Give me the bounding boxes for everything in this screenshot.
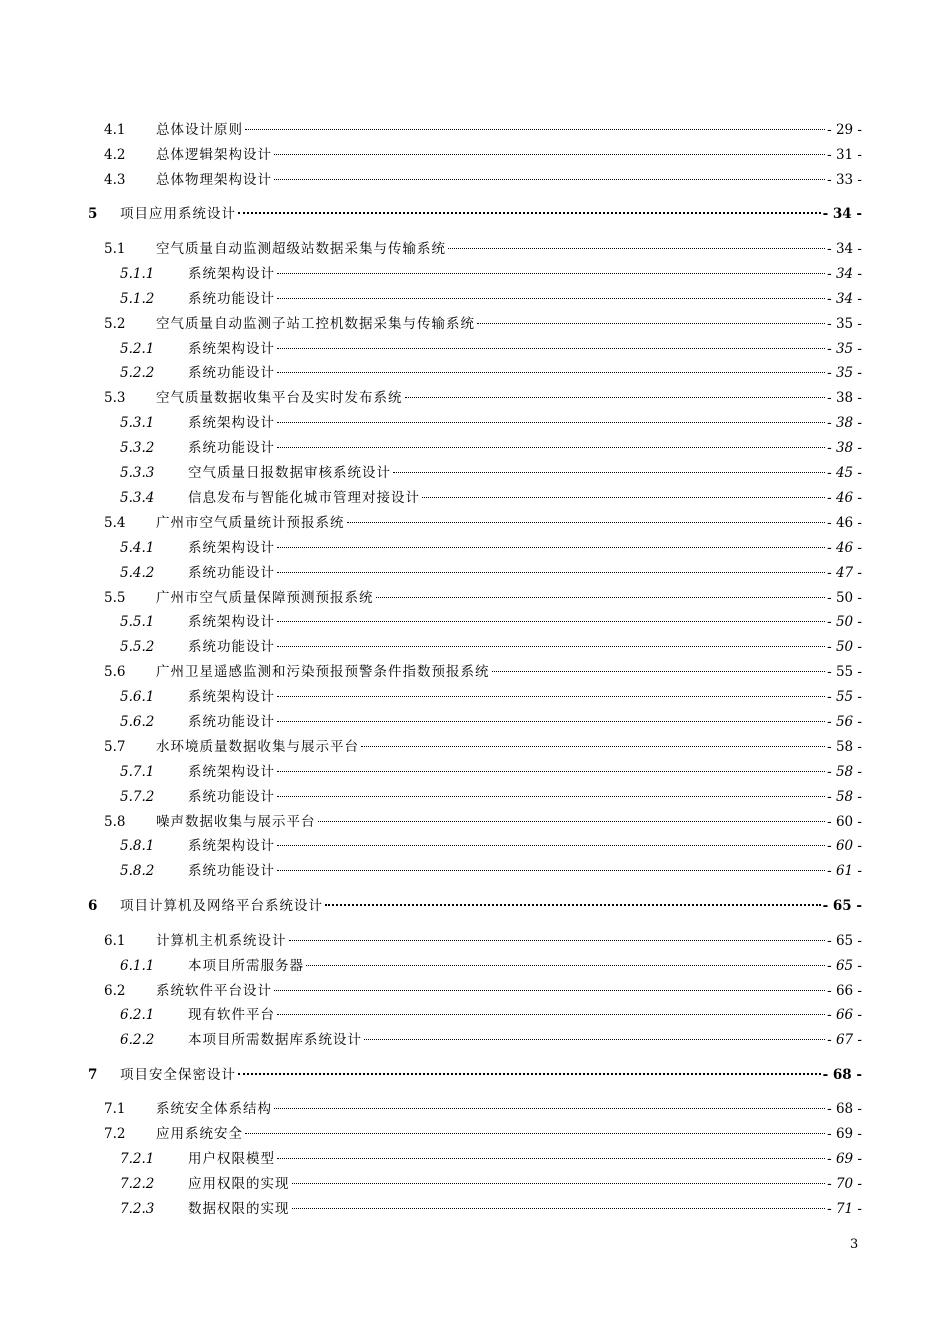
toc-entry-page: - 66 - (827, 983, 862, 999)
toc-entry-page: - 69 - (827, 1151, 862, 1167)
toc-dot-leader (405, 397, 826, 398)
toc-entry-number: 5.4 (104, 515, 126, 531)
toc-entry-page: - 35 - (827, 316, 862, 332)
toc-entry[interactable] (88, 315, 862, 333)
toc-entry-number: 5.8.2 (120, 863, 155, 879)
toc-entry-number: 5.8 (104, 814, 126, 830)
toc-entry[interactable] (88, 862, 862, 880)
toc-entry[interactable] (88, 1100, 862, 1118)
toc-entry-number: 5.4.2 (120, 565, 155, 581)
toc-entry[interactable] (88, 813, 862, 831)
toc-dot-leader (238, 212, 821, 214)
toc-entry-title: 系统功能设计 (188, 365, 275, 381)
toc-entry-title: 系统功能设计 (188, 714, 275, 730)
toc-entry-page: - 31 - (827, 147, 862, 163)
toc-entry[interactable] (88, 1031, 862, 1049)
toc-entry-title: 项目应用系统设计 (120, 206, 236, 222)
toc-entry-title: 空气质量自动监测超级站数据采集与传输系统 (156, 241, 446, 257)
toc-entry-title: 系统架构设计 (188, 838, 275, 854)
toc-entry-title: 系统架构设计 (188, 764, 275, 780)
page-number: 3 (850, 1237, 859, 1252)
toc-entry[interactable] (88, 290, 862, 308)
toc-entry[interactable] (88, 1066, 862, 1084)
toc-entry-page: - 29 - (827, 122, 862, 138)
toc-dot-leader (325, 904, 821, 906)
toc-entry-title: 总体设计原则 (156, 122, 243, 138)
toc-dot-leader (277, 547, 825, 548)
toc-entry-number: 5.3.4 (120, 490, 155, 506)
toc-entry[interactable] (88, 1200, 862, 1218)
toc-entry[interactable] (88, 414, 862, 432)
toc-entry-title: 系统架构设计 (188, 540, 275, 556)
toc-entry-title: 总体物理架构设计 (156, 172, 272, 188)
toc-entry-title: 应用系统安全 (156, 1126, 243, 1142)
toc-entry-number: 7.2.2 (120, 1176, 155, 1192)
toc-dot-leader (277, 721, 825, 722)
toc-entry-number: 4.3 (104, 172, 126, 188)
toc-dot-leader (277, 447, 825, 448)
toc-entry-number: 5.2.2 (120, 365, 155, 381)
toc-entry-title: 水环境质量数据收集与展示平台 (156, 739, 359, 755)
toc-entry[interactable] (88, 663, 862, 681)
toc-entry-title: 系统安全体系结构 (156, 1101, 272, 1117)
toc-entry[interactable] (88, 240, 862, 258)
toc-entry-title: 系统功能设计 (188, 639, 275, 655)
toc-dot-leader (277, 796, 825, 797)
toc-entry-page: - 65 - (822, 898, 862, 914)
toc-entry-title: 项目安全保密设计 (120, 1067, 236, 1083)
toc-entry-title: 系统功能设计 (188, 291, 275, 307)
toc-entry-number: 5.1.2 (120, 291, 155, 307)
toc-entry-page: - 50 - (827, 590, 862, 606)
toc-dot-leader (277, 845, 825, 846)
toc-entry[interactable] (88, 763, 862, 781)
toc-entry-title: 用户权限模型 (188, 1151, 275, 1167)
toc-entry-number: 6.1.1 (120, 958, 155, 974)
toc-entry-number: 5.3.1 (120, 415, 155, 431)
toc-entry[interactable] (88, 897, 862, 915)
toc-entry-number: 6 (88, 898, 98, 914)
toc-entry-number: 5 (88, 206, 98, 222)
toc-entry[interactable] (88, 364, 862, 382)
toc-entry-number: 5.2.1 (120, 341, 155, 357)
toc-dot-leader (277, 372, 825, 373)
toc-entry[interactable] (88, 265, 862, 283)
toc-entry-number: 5.7 (104, 739, 126, 755)
toc-entry[interactable] (88, 121, 862, 139)
toc-dot-leader (393, 472, 825, 473)
toc-entry-number: 5.1 (104, 241, 126, 257)
toc-entry[interactable] (88, 957, 862, 975)
toc-entry-title: 信息发布与智能化城市管理对接设计 (188, 490, 420, 506)
toc-entry-number: 7 (88, 1067, 98, 1083)
toc-entry[interactable] (88, 713, 862, 731)
toc-entry-title: 噪声数据收集与展示平台 (156, 814, 316, 830)
toc-entry-page: - 68 - (827, 1101, 862, 1117)
toc-dot-leader (306, 965, 825, 966)
toc-entry[interactable] (88, 489, 862, 507)
toc-entry-page: - 58 - (827, 739, 862, 755)
toc-entry[interactable] (88, 514, 862, 532)
toc-entry-number: 5.6.2 (120, 714, 155, 730)
toc-entry-title: 空气质量日报数据审核系统设计 (188, 465, 391, 481)
toc-entry-page: - 35 - (827, 341, 862, 357)
toc-entry-title: 计算机主机系统设计 (156, 933, 287, 949)
toc-entry-title: 应用权限的实现 (188, 1176, 290, 1192)
toc-entry-number: 5.3.2 (120, 440, 155, 456)
toc-entry-number: 6.2 (104, 983, 126, 999)
toc-dot-leader (289, 940, 826, 941)
toc-entry-page: - 47 - (827, 565, 862, 581)
toc-entry-title: 总体逻辑架构设计 (156, 147, 272, 163)
toc-entry-page: - 71 - (827, 1201, 862, 1217)
toc-entry-title: 空气质量数据收集平台及实时发布系统 (156, 390, 403, 406)
toc-entry[interactable] (88, 1175, 862, 1193)
toc-entry[interactable] (88, 638, 862, 656)
toc-entry-title: 系统架构设计 (188, 415, 275, 431)
toc-entry-title: 空气质量自动监测子站工控机数据采集与传输系统 (156, 316, 475, 332)
toc-entry-number: 5.1.1 (120, 266, 155, 282)
toc-entry-page: - 34 - (827, 291, 862, 307)
toc-dot-leader (277, 298, 825, 299)
toc-entry-number: 7.1 (104, 1101, 126, 1117)
toc-entry-title: 现有软件平台 (188, 1007, 275, 1023)
toc-entry-number: 5.6 (104, 664, 126, 680)
toc-entry[interactable] (88, 688, 862, 706)
toc-entry-page: - 45 - (827, 465, 862, 481)
toc-entry-page: - 55 - (827, 664, 862, 680)
toc-dot-leader (376, 597, 826, 598)
toc-entry-page: - 38 - (827, 440, 862, 456)
toc-entry[interactable] (88, 982, 862, 1000)
toc-dot-leader (492, 671, 826, 672)
toc-entry-page: - 38 - (827, 390, 862, 406)
toc-entry-number: 6.1 (104, 933, 126, 949)
toc-dot-leader (292, 1183, 826, 1184)
toc-entry-title: 系统软件平台设计 (156, 983, 272, 999)
toc-entry[interactable] (88, 613, 862, 631)
toc-entry-page: - 66 - (827, 1007, 862, 1023)
toc-entry[interactable] (88, 146, 862, 164)
toc-entry-page: - 67 - (827, 1032, 862, 1048)
toc-dot-leader (277, 273, 825, 274)
toc-entry-page: - 60 - (827, 814, 862, 830)
toc-entry[interactable] (88, 932, 862, 950)
toc-dot-leader (277, 1014, 825, 1015)
toc-entry-page: - 68 - (822, 1067, 862, 1083)
toc-entry-page: - 50 - (827, 639, 862, 655)
toc-entry[interactable] (88, 837, 862, 855)
toc-entry-page: - 56 - (827, 714, 862, 730)
toc-entry[interactable] (88, 738, 862, 756)
toc-entry-page: - 69 - (827, 1126, 862, 1142)
toc-entry[interactable] (88, 205, 862, 223)
toc-dot-leader (422, 497, 825, 498)
toc-dot-leader (277, 422, 825, 423)
toc-entry-title: 广州市空气质量保障预测预报系统 (156, 590, 374, 606)
toc-entry-number: 5.6.1 (120, 689, 155, 705)
toc-dot-leader (347, 522, 826, 523)
toc-entry-title: 系统架构设计 (188, 266, 275, 282)
toc-dot-leader (318, 821, 826, 822)
toc-entry-page: - 61 - (827, 863, 862, 879)
toc-dot-leader (277, 572, 825, 573)
toc-entry-title: 本项目所需数据库系统设计 (188, 1032, 362, 1048)
toc-entry-title: 广州市空气质量统计预报系统 (156, 515, 345, 531)
toc-entry-number: 5.2 (104, 316, 126, 332)
toc-entry-number: 7.2.1 (120, 1151, 155, 1167)
toc-entry-number: 5.5 (104, 590, 126, 606)
toc-entry-number: 6.2.2 (120, 1032, 155, 1048)
toc-dot-leader (277, 696, 825, 697)
toc-entry-number: 5.5.2 (120, 639, 155, 655)
toc-entry[interactable] (88, 1006, 862, 1024)
toc-entry-number: 5.5.1 (120, 614, 155, 630)
toc-entry-number: 5.3.3 (120, 465, 155, 481)
toc-entry-number: 6.2.1 (120, 1007, 155, 1023)
toc-dot-leader (277, 1158, 825, 1159)
toc-dot-leader (292, 1208, 826, 1209)
toc-entry-title: 系统架构设计 (188, 689, 275, 705)
toc-dot-leader (274, 179, 825, 180)
toc-dot-leader (245, 1133, 825, 1134)
toc-entry-page: - 58 - (827, 789, 862, 805)
toc-entry[interactable] (88, 589, 862, 607)
toc-dot-leader (245, 129, 825, 130)
toc-entry-title: 系统功能设计 (188, 863, 275, 879)
toc-dot-leader (274, 990, 825, 991)
toc-entry-page: - 34 - (822, 206, 862, 222)
toc-entry-number: 5.8.1 (120, 838, 155, 854)
toc-entry-number: 5.3 (104, 390, 126, 406)
toc-dot-leader (274, 154, 825, 155)
toc-entry-title: 系统功能设计 (188, 789, 275, 805)
toc-entry-page: - 60 - (827, 838, 862, 854)
toc-entry[interactable] (88, 564, 862, 582)
toc-entry-title: 数据权限的实现 (188, 1201, 290, 1217)
toc-entry[interactable] (88, 1150, 862, 1168)
toc-entry-title: 系统架构设计 (188, 614, 275, 630)
toc-entry-page: - 65 - (827, 958, 862, 974)
toc-entry-number: 5.4.1 (120, 540, 155, 556)
toc-dot-leader (477, 323, 825, 324)
toc-entry[interactable] (88, 464, 862, 482)
toc-entry-page: - 33 - (827, 172, 862, 188)
toc-dot-leader (277, 621, 825, 622)
toc-entry[interactable] (88, 1125, 862, 1143)
toc-entry[interactable] (88, 340, 862, 358)
toc-entry[interactable] (88, 539, 862, 557)
toc-entry-number: 4.1 (104, 122, 126, 138)
toc-dot-leader (364, 1039, 825, 1040)
toc-entry-title: 系统功能设计 (188, 440, 275, 456)
toc-entry-title: 项目计算机及网络平台系统设计 (120, 898, 323, 914)
toc-entry-page: - 55 - (827, 689, 862, 705)
toc-dot-leader (238, 1073, 821, 1075)
toc-entry[interactable] (88, 389, 862, 407)
toc-dot-leader (277, 646, 825, 647)
toc-entry-page: - 46 - (827, 540, 862, 556)
toc-entry-page: - 34 - (827, 241, 862, 257)
toc-entry-page: - 46 - (827, 490, 862, 506)
toc-dot-leader (274, 1108, 825, 1109)
toc-entry-number: 5.7.1 (120, 764, 155, 780)
toc-entry-page: - 50 - (827, 614, 862, 630)
toc-entry-title: 本项目所需服务器 (188, 958, 304, 974)
toc-entry-title: 广州卫星遥感监测和污染预报预警条件指数预报系统 (156, 664, 490, 680)
toc-dot-leader (277, 870, 825, 871)
toc-entry-page: - 34 - (827, 266, 862, 282)
toc-entry-number: 7.2.3 (120, 1201, 155, 1217)
toc-entry-page: - 46 - (827, 515, 862, 531)
toc-dot-leader (277, 771, 825, 772)
toc-entry-page: - 70 - (827, 1176, 862, 1192)
toc-entry-page: - 58 - (827, 764, 862, 780)
toc-entry[interactable] (88, 439, 862, 457)
toc-entry-number: 7.2 (104, 1126, 126, 1142)
toc-dot-leader (361, 746, 825, 747)
toc-dot-leader (277, 348, 825, 349)
toc-entry-page: - 65 - (827, 933, 862, 949)
toc-entry-page: - 38 - (827, 415, 862, 431)
toc-entry-number: 4.2 (104, 147, 126, 163)
toc-entry-title: 系统功能设计 (188, 565, 275, 581)
toc-entry[interactable] (88, 788, 862, 806)
toc-entry-number: 5.7.2 (120, 789, 155, 805)
toc-entry-title: 系统架构设计 (188, 341, 275, 357)
toc-entry[interactable] (88, 171, 862, 189)
toc-entry-page: - 35 - (827, 365, 862, 381)
toc-dot-leader (448, 248, 825, 249)
